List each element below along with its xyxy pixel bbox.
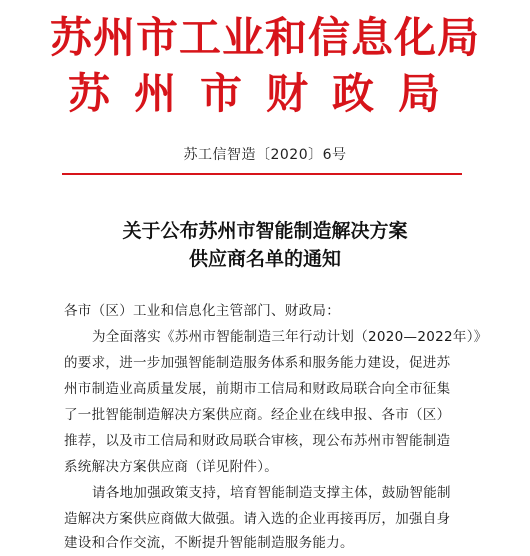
paragraph-2-line: 造解决方案供应商做大做强。请入选的企业再接再厉，加强自身 bbox=[64, 511, 451, 527]
paragraph-1-line: 系统解决方案供应商（详见附件）。 bbox=[64, 459, 279, 475]
paragraph-1-line: 了一批智能制造解决方案供应商。经企业在线申报、各市（区） bbox=[64, 407, 451, 423]
paragraph-2-line: 建设和合作交流，不断提升智能制造服务能力。 bbox=[64, 535, 354, 551]
issuer-name-finance-bureau: 苏州市财政局 bbox=[68, 69, 465, 118]
notice-title-line-1: 关于公布苏州市智能制造解决方案 bbox=[122, 220, 408, 242]
document-number: 苏工信智造〔2020〕6号 bbox=[183, 147, 347, 163]
paragraph-1-line: 的要求，进一步加强智能制造服务体系和服务能力建设，促进苏 bbox=[64, 355, 451, 371]
paragraph-1-line: 推荐，以及市工信局和财政局联合审核，现公布苏州市智能制造 bbox=[64, 433, 451, 449]
paragraph-1-line: 为全面落实《苏州市智能制造三年行动计划（2020—2022年）》 bbox=[92, 329, 488, 345]
paragraph-2-line: 请各地加强政策支持，培育智能制造支撑主体，鼓励智能制 bbox=[92, 485, 451, 501]
issuer-name-industry-bureau: 苏州市工业和信息化局 bbox=[49, 13, 480, 62]
red-divider-line bbox=[62, 173, 462, 175]
paragraph-1-line: 州市制造业高质量发展，前期市工信局和财政局联合向全市征集 bbox=[64, 381, 451, 397]
salutation: 各市（区）工业和信息化主管部门、财政局： bbox=[64, 303, 340, 319]
notice-title-line-2: 供应商名单的通知 bbox=[188, 248, 341, 270]
